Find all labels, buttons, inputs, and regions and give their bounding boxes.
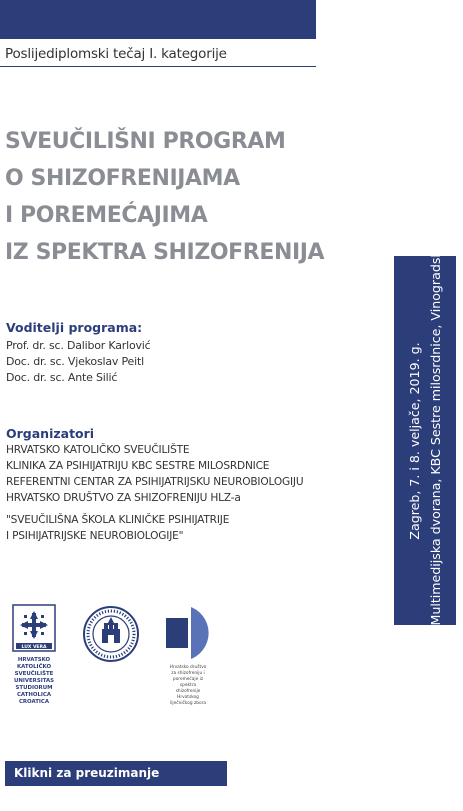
leader-item: Doc. dr. sc. Ante Silić	[6, 371, 118, 384]
title-line: O SHIZOFRENIJAMA	[5, 166, 240, 191]
leader-item: Doc. dr. sc. Vjekoslav Peitl	[6, 355, 144, 368]
school-name	[6, 512, 229, 544]
svg-text:shizofrenije: shizofrenije	[175, 689, 201, 694]
svg-text:poremećaje iz: poremećaje iz	[172, 677, 204, 682]
title-line: IZ SPEKTRA SHIZOFRENIJA	[5, 240, 325, 265]
svg-text:HRVATSKO: HRVATSKO	[17, 657, 51, 663]
organizers-list	[6, 442, 303, 506]
title-line: SVEUČILIŠNI PROGRAM	[5, 129, 286, 154]
hks-logo	[9, 603, 59, 709]
svg-text:liječničkog zbora: liječničkog zbora	[170, 701, 206, 706]
svg-text:KATOLIČKO: KATOLIČKO	[16, 664, 52, 670]
hks-crest-icon	[9, 603, 59, 709]
organizer-item: REFERENTNI CENTAR ZA PSIHIJATRIJSKU NEUROBIOLOGIJU	[6, 476, 304, 488]
organizer-item: KLINIKA ZA PSIHIJATRIJU KBC SESTRE MILOSRDNICE	[6, 460, 270, 472]
svg-text:CROATICA: CROATICA	[18, 699, 50, 705]
organizer-item: HRVATSKO DRUŠTVO ZA SHIZOFRENIJU HLZ-a	[6, 492, 241, 504]
school-line: I PSIHIJATRIJSKE NEUROBIOLOGIJE"	[6, 530, 184, 542]
event-date: Zagreb, 7. i 8. veljače, 2019. g.	[407, 341, 422, 540]
svg-text:SVEUČILIŠTE: SVEUČILIŠTE	[14, 671, 54, 677]
svg-text:UNIVERSITAS: UNIVERSITAS	[13, 678, 55, 684]
organizers-heading: Organizatori	[6, 426, 95, 441]
svg-text:za shizofreniju i: za shizofreniju i	[171, 671, 205, 676]
svg-text:STUDIORUM: STUDIORUM	[15, 685, 53, 691]
svg-text:CATHOLICA: CATHOLICA	[16, 692, 52, 698]
hds-emblem-icon	[164, 604, 224, 712]
top-banner	[0, 0, 316, 39]
svg-text:Hrvatsko društvo: Hrvatsko društvo	[169, 665, 207, 670]
svg-text:LUX VERA: LUX VERA	[21, 645, 47, 650]
header-divider	[0, 66, 316, 67]
school-line: "SVEUČILIŠNA ŠKOLA KLINIČKE PSIHIJATRIJE	[6, 514, 230, 526]
svg-text:spektra: spektra	[179, 683, 197, 688]
leaders-heading: Voditelji programa:	[6, 320, 143, 335]
hds-logo	[164, 604, 224, 712]
event-info-banner	[394, 222, 456, 625]
organizer-item: HRVATSKO KATOLIČKO SVEUČILIŠTE	[6, 444, 190, 456]
title-line: I POREMEĆAJIMA	[5, 203, 208, 228]
svg-text:Hrvatskog: Hrvatskog	[177, 695, 199, 700]
clinic-seal-logo	[82, 605, 140, 663]
download-program-button[interactable]: Klikni za preuzimanje programa	[5, 761, 227, 786]
leader-item: Prof. dr. sc. Dalibor Karlović	[6, 339, 151, 352]
program-title	[5, 123, 324, 271]
course-category: Poslijediplomski tečaj I. kategorije	[5, 46, 227, 62]
event-venue: Multimedijska dvorana, KBC Sestre milosrdnice, Vinogradska 29	[428, 222, 443, 625]
clinic-seal-icon	[82, 605, 140, 663]
